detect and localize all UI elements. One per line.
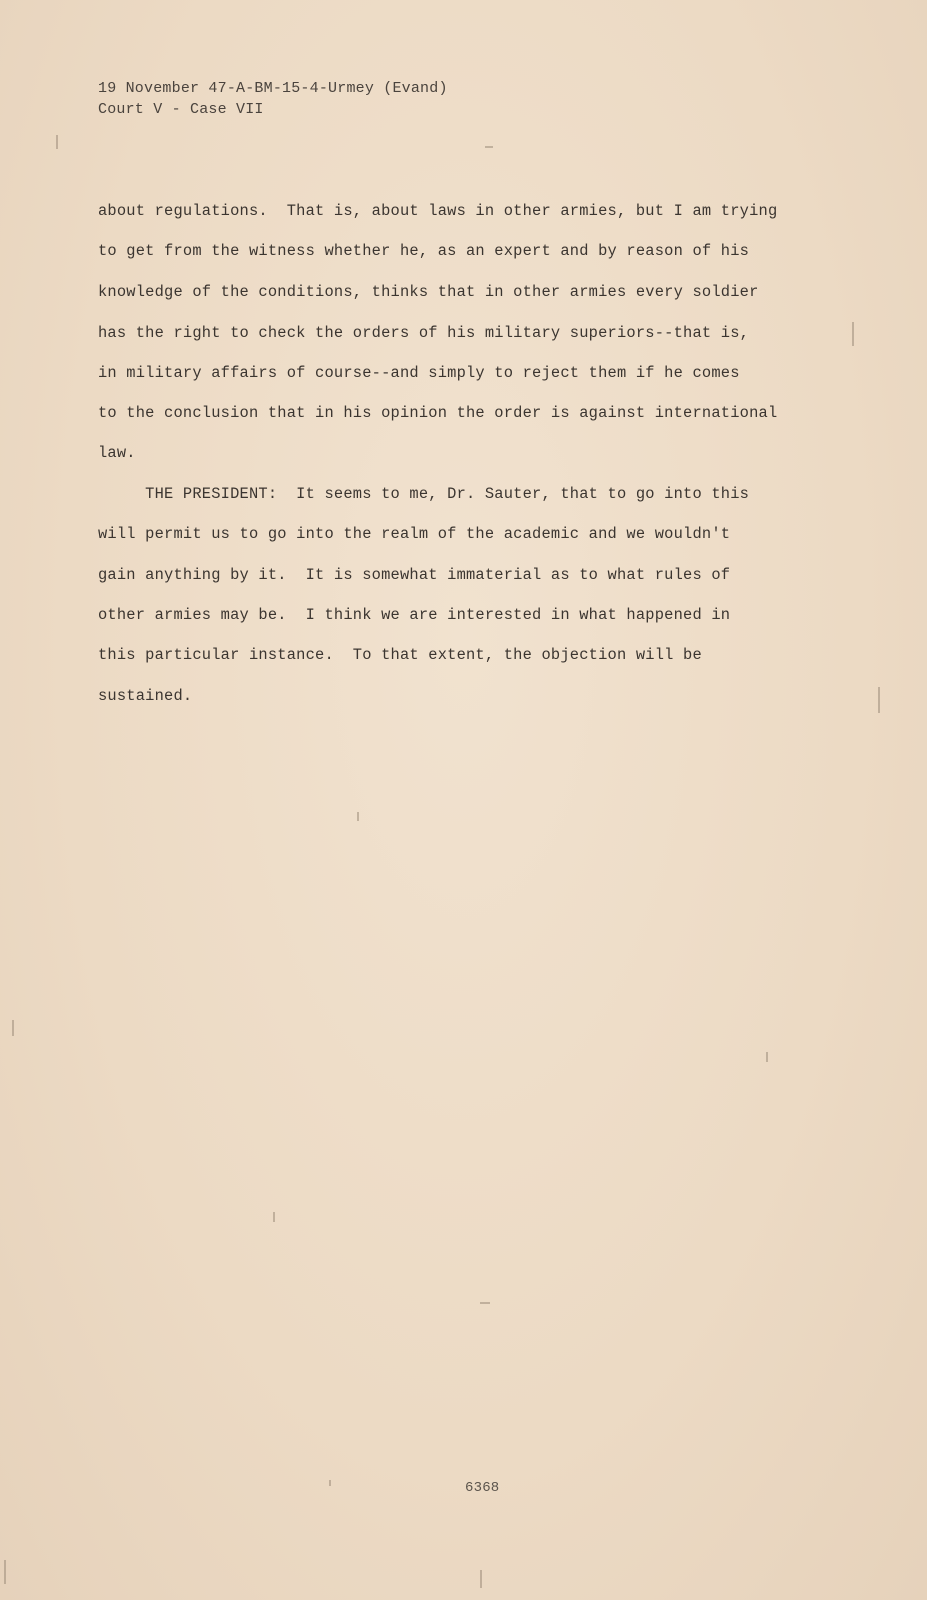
body-line: sustained. (98, 687, 193, 705)
body-line: to get from the witness whether he, as an expert and by reason of his (98, 242, 750, 260)
paper-fiber (329, 1480, 331, 1486)
paper-fiber (852, 322, 854, 346)
paper-fiber (766, 1052, 768, 1062)
body-line: knowledge of the conditions, thinks that in other armies every soldier (98, 283, 759, 301)
speaker-paragraph-line: THE PRESIDENT: It seems to me, Dr. Sauter, that to go into this (98, 485, 750, 503)
paper-fiber (480, 1570, 482, 1588)
body-line: in military affairs of course--and simply to reject them if he comes (98, 364, 740, 382)
body-line: has the right to check the orders of his military superiors--that is, (98, 324, 750, 342)
paper-fiber (357, 812, 359, 821)
header-date-line: 19 November 47-A-BM-15-4-Urmey (Evand) (98, 80, 448, 97)
body-line: this particular instance. To that extent, the objection will be (98, 646, 702, 664)
paper-fiber (480, 1302, 490, 1304)
body-line: will permit us to go into the realm of the academic and we wouldn't (98, 525, 731, 543)
paper-fiber (273, 1212, 275, 1222)
body-line: law. (98, 444, 136, 462)
paper-fiber (56, 135, 58, 149)
paper-fiber (485, 146, 493, 148)
paper-fiber (12, 1020, 14, 1036)
body-line: to the conclusion that in his opinion the order is against international (98, 404, 778, 422)
paper-fiber (4, 1560, 6, 1584)
header-court-line: Court V - Case VII (98, 101, 264, 118)
page-number: 6368 (465, 1480, 500, 1496)
body-line: other armies may be. I think we are interested in what happened in (98, 606, 731, 624)
body-line: about regulations. That is, about laws in other armies, but I am trying (98, 202, 778, 220)
paper-fiber (878, 687, 880, 713)
body-line: gain anything by it. It is somewhat immaterial as to what rules of (98, 566, 731, 584)
